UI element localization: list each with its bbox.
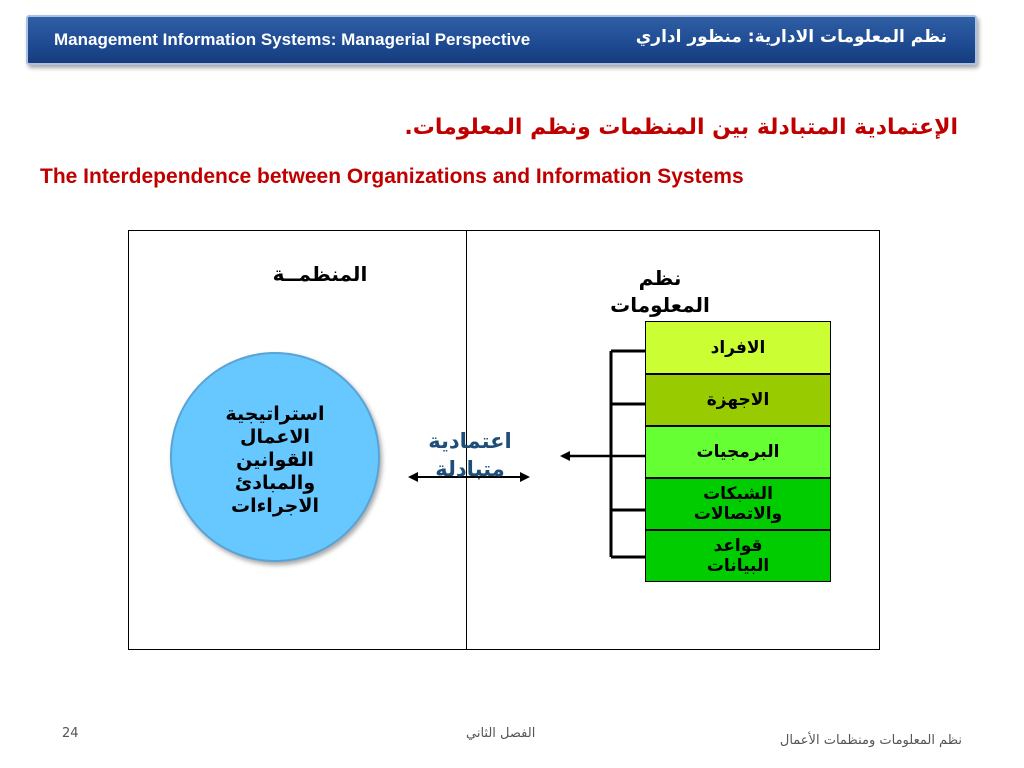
header-title-ar: نظم المعلومات الادارية: منظور اداري (635, 27, 947, 47)
component-label: الافراد (710, 337, 766, 358)
footer-course: نظم المعلومات ومنظمات الأعمال (779, 733, 962, 748)
org-item: والمبادئ (234, 471, 316, 494)
component-label: والاتصالات (693, 504, 783, 524)
component-databases (645, 530, 831, 582)
slide-title-en: The Interdependence between Organizations and Information Systems (40, 165, 744, 188)
component-software (645, 426, 831, 478)
component-label: قواعد (713, 536, 763, 556)
page-number: 24 (62, 726, 79, 741)
organization-heading: المنظمــة (272, 262, 368, 286)
component-label: الاجهزة (706, 390, 770, 410)
header-title-en: Management Information Systems: Managerial Perspective (54, 30, 531, 49)
footer-chapter: الفصل الثاني (466, 726, 536, 741)
center-line2: متبادلة (435, 457, 505, 481)
component-hardware (645, 374, 831, 426)
slide-title-ar: الإعتمادية المتبادلة بين المنظمات ونظم المعلومات. (404, 115, 958, 140)
org-item: الاجراءات (230, 494, 319, 517)
component-label: الشبكات (703, 484, 773, 504)
is-heading-line1: نظم (638, 266, 682, 290)
is-heading-line2: المعلومات (610, 293, 710, 317)
component-label: البرمجيات (696, 442, 780, 462)
org-item: القوانين (236, 448, 314, 471)
org-item: استراتيجية (225, 402, 325, 425)
component-networks (645, 478, 831, 530)
component-label: البيانات (706, 556, 770, 576)
component-people (645, 321, 831, 374)
mutual-dependence-label (400, 427, 540, 483)
org-item: الاعمال (240, 425, 310, 448)
center-line1: اعتمادية (428, 429, 512, 453)
